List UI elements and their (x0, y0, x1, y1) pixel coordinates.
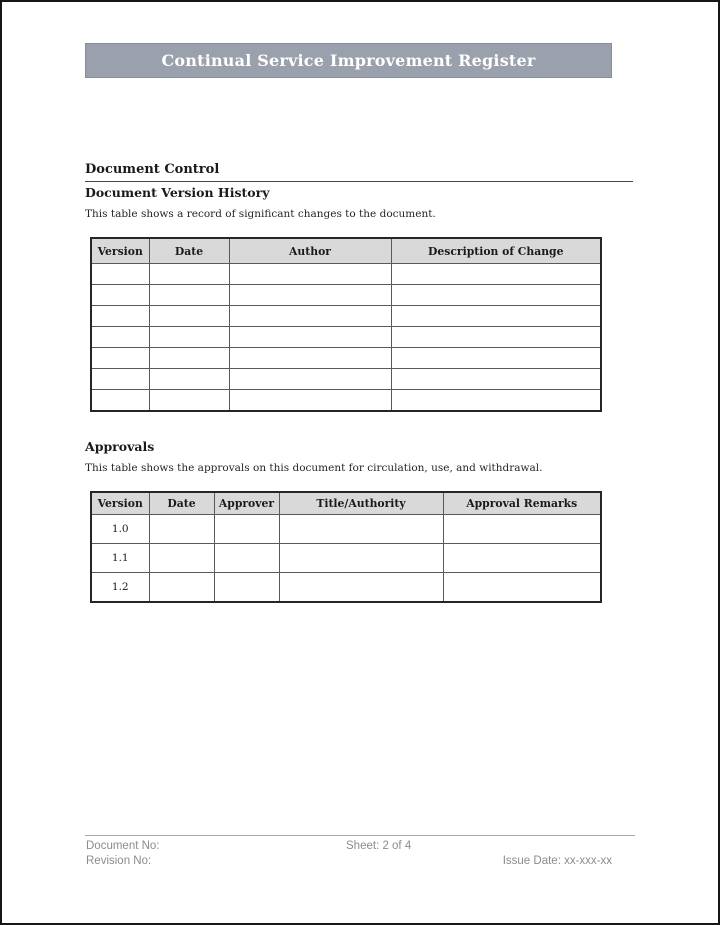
table-cell: 1.2 (91, 573, 149, 603)
table-cell (91, 327, 149, 348)
footer-revision-no: Revision No: (86, 855, 152, 867)
table-cell (443, 544, 601, 573)
table-cell (91, 306, 149, 327)
table-cell (149, 515, 214, 544)
table-cell (391, 306, 601, 327)
table-row (91, 544, 601, 573)
column-header: Approver (214, 492, 279, 515)
column-header: Version (91, 492, 149, 515)
table-cell (391, 369, 601, 390)
table-cell (214, 573, 279, 603)
table-row (91, 573, 601, 603)
footer-issue-date: Issue Date: xx-xxx-xx (502, 855, 612, 867)
table-header-row (91, 492, 601, 515)
table-cell (91, 264, 149, 285)
column-header: Author (229, 238, 391, 264)
table-cell (391, 285, 601, 306)
table-cell (91, 348, 149, 369)
column-header: Approval Remarks (443, 492, 601, 515)
table-cell (214, 515, 279, 544)
column-header: Description of Change (391, 238, 601, 264)
table-cell (149, 369, 229, 390)
section-heading-document-control: Document Control (85, 162, 633, 182)
table-cell (391, 327, 601, 348)
approvals-description: This table shows the approvals on this document for circulation, use, and withdrawal. (85, 462, 543, 474)
table-cell (229, 348, 391, 369)
column-header: Title/Authority (279, 492, 443, 515)
table-row (91, 306, 601, 327)
table-cell (229, 285, 391, 306)
table-cell (391, 264, 601, 285)
approvals-table (90, 491, 602, 603)
table-cell: 1.0 (91, 515, 149, 544)
table-cell (149, 327, 229, 348)
column-header: Date (149, 238, 229, 264)
table-cell (149, 264, 229, 285)
table-cell (149, 285, 229, 306)
table-cell (229, 264, 391, 285)
subsection-heading-version-history: Document Version History (85, 185, 270, 200)
table-cell (149, 390, 229, 412)
table-cell (214, 544, 279, 573)
table-cell (443, 515, 601, 544)
footer-divider (85, 835, 635, 836)
table-row (91, 348, 601, 369)
table-header-row (91, 238, 601, 264)
table-cell (279, 573, 443, 603)
table-cell (149, 348, 229, 369)
table-row (91, 327, 601, 348)
table-cell (443, 573, 601, 603)
table-cell (391, 390, 601, 412)
subsection-heading-approvals: Approvals (85, 439, 155, 454)
table-cell (229, 390, 391, 412)
table-row (91, 264, 601, 285)
version-history-table (90, 237, 602, 412)
table-cell (149, 544, 214, 573)
table-cell (149, 573, 214, 603)
table-cell (229, 369, 391, 390)
footer-document-no: Document No: (86, 840, 160, 852)
table-cell (149, 306, 229, 327)
column-header: Version (91, 238, 149, 264)
table-cell (91, 369, 149, 390)
version-history-description: This table shows a record of significant changes to the document. (85, 208, 436, 220)
table-row (91, 369, 601, 390)
column-header: Date (149, 492, 214, 515)
table-cell: 1.1 (91, 544, 149, 573)
document-title: Continual Service Improvement Register (161, 51, 536, 70)
table-cell (279, 515, 443, 544)
table-row (91, 285, 601, 306)
table-row (91, 390, 601, 412)
table-cell (229, 306, 391, 327)
table-cell (229, 327, 391, 348)
table-cell (279, 544, 443, 573)
document-title-banner (85, 43, 612, 78)
footer-sheet-number: Sheet: 2 of 4 (346, 840, 412, 852)
table-cell (91, 390, 149, 412)
table-cell (391, 348, 601, 369)
table-row (91, 515, 601, 544)
table-cell (91, 285, 149, 306)
